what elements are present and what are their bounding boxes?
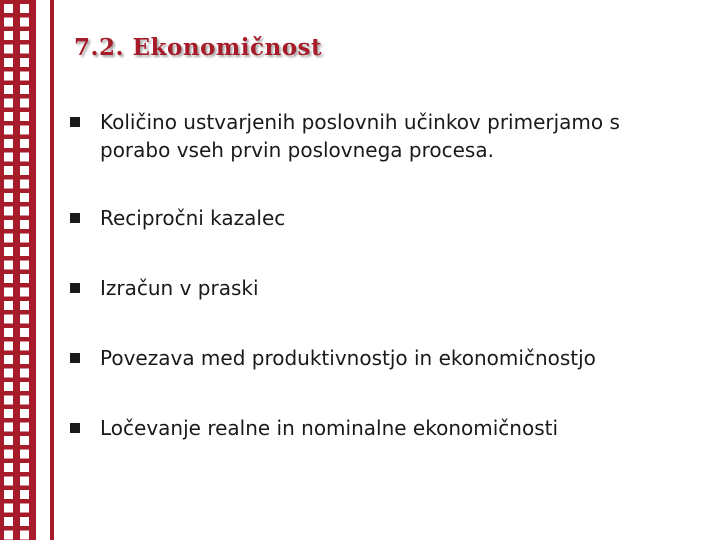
list-item: [70, 204, 690, 232]
list-item: [70, 414, 690, 442]
square-bullet-icon: [70, 423, 80, 433]
list-item: [70, 344, 690, 372]
square-bullet-icon: [70, 213, 80, 223]
slide-title: 7.2. Ekonomičnost: [74, 34, 323, 61]
vertical-divider: [50, 0, 54, 540]
list-item: [70, 108, 690, 164]
side-decoration-strip: [0, 0, 36, 540]
bullet-text: Povezava med produktivnostjo in ekonomičnostjo: [100, 346, 596, 370]
bullet-text: Recipročni kazalec: [100, 206, 286, 230]
bullet-text: Količino ustvarjenih poslovnih učinkov primerjamo s porabo vseh prvin poslovnega procesa.: [100, 110, 620, 162]
square-bullet-icon: [70, 117, 80, 127]
list-item: [70, 274, 690, 302]
square-bullet-icon: [70, 283, 80, 293]
bullet-text: Ločevanje realne in nominalne ekonomičnosti: [100, 416, 559, 440]
square-pattern-icon: [0, 0, 36, 540]
bullet-text: Izračun v praski: [100, 276, 259, 300]
square-bullet-icon: [70, 353, 80, 363]
